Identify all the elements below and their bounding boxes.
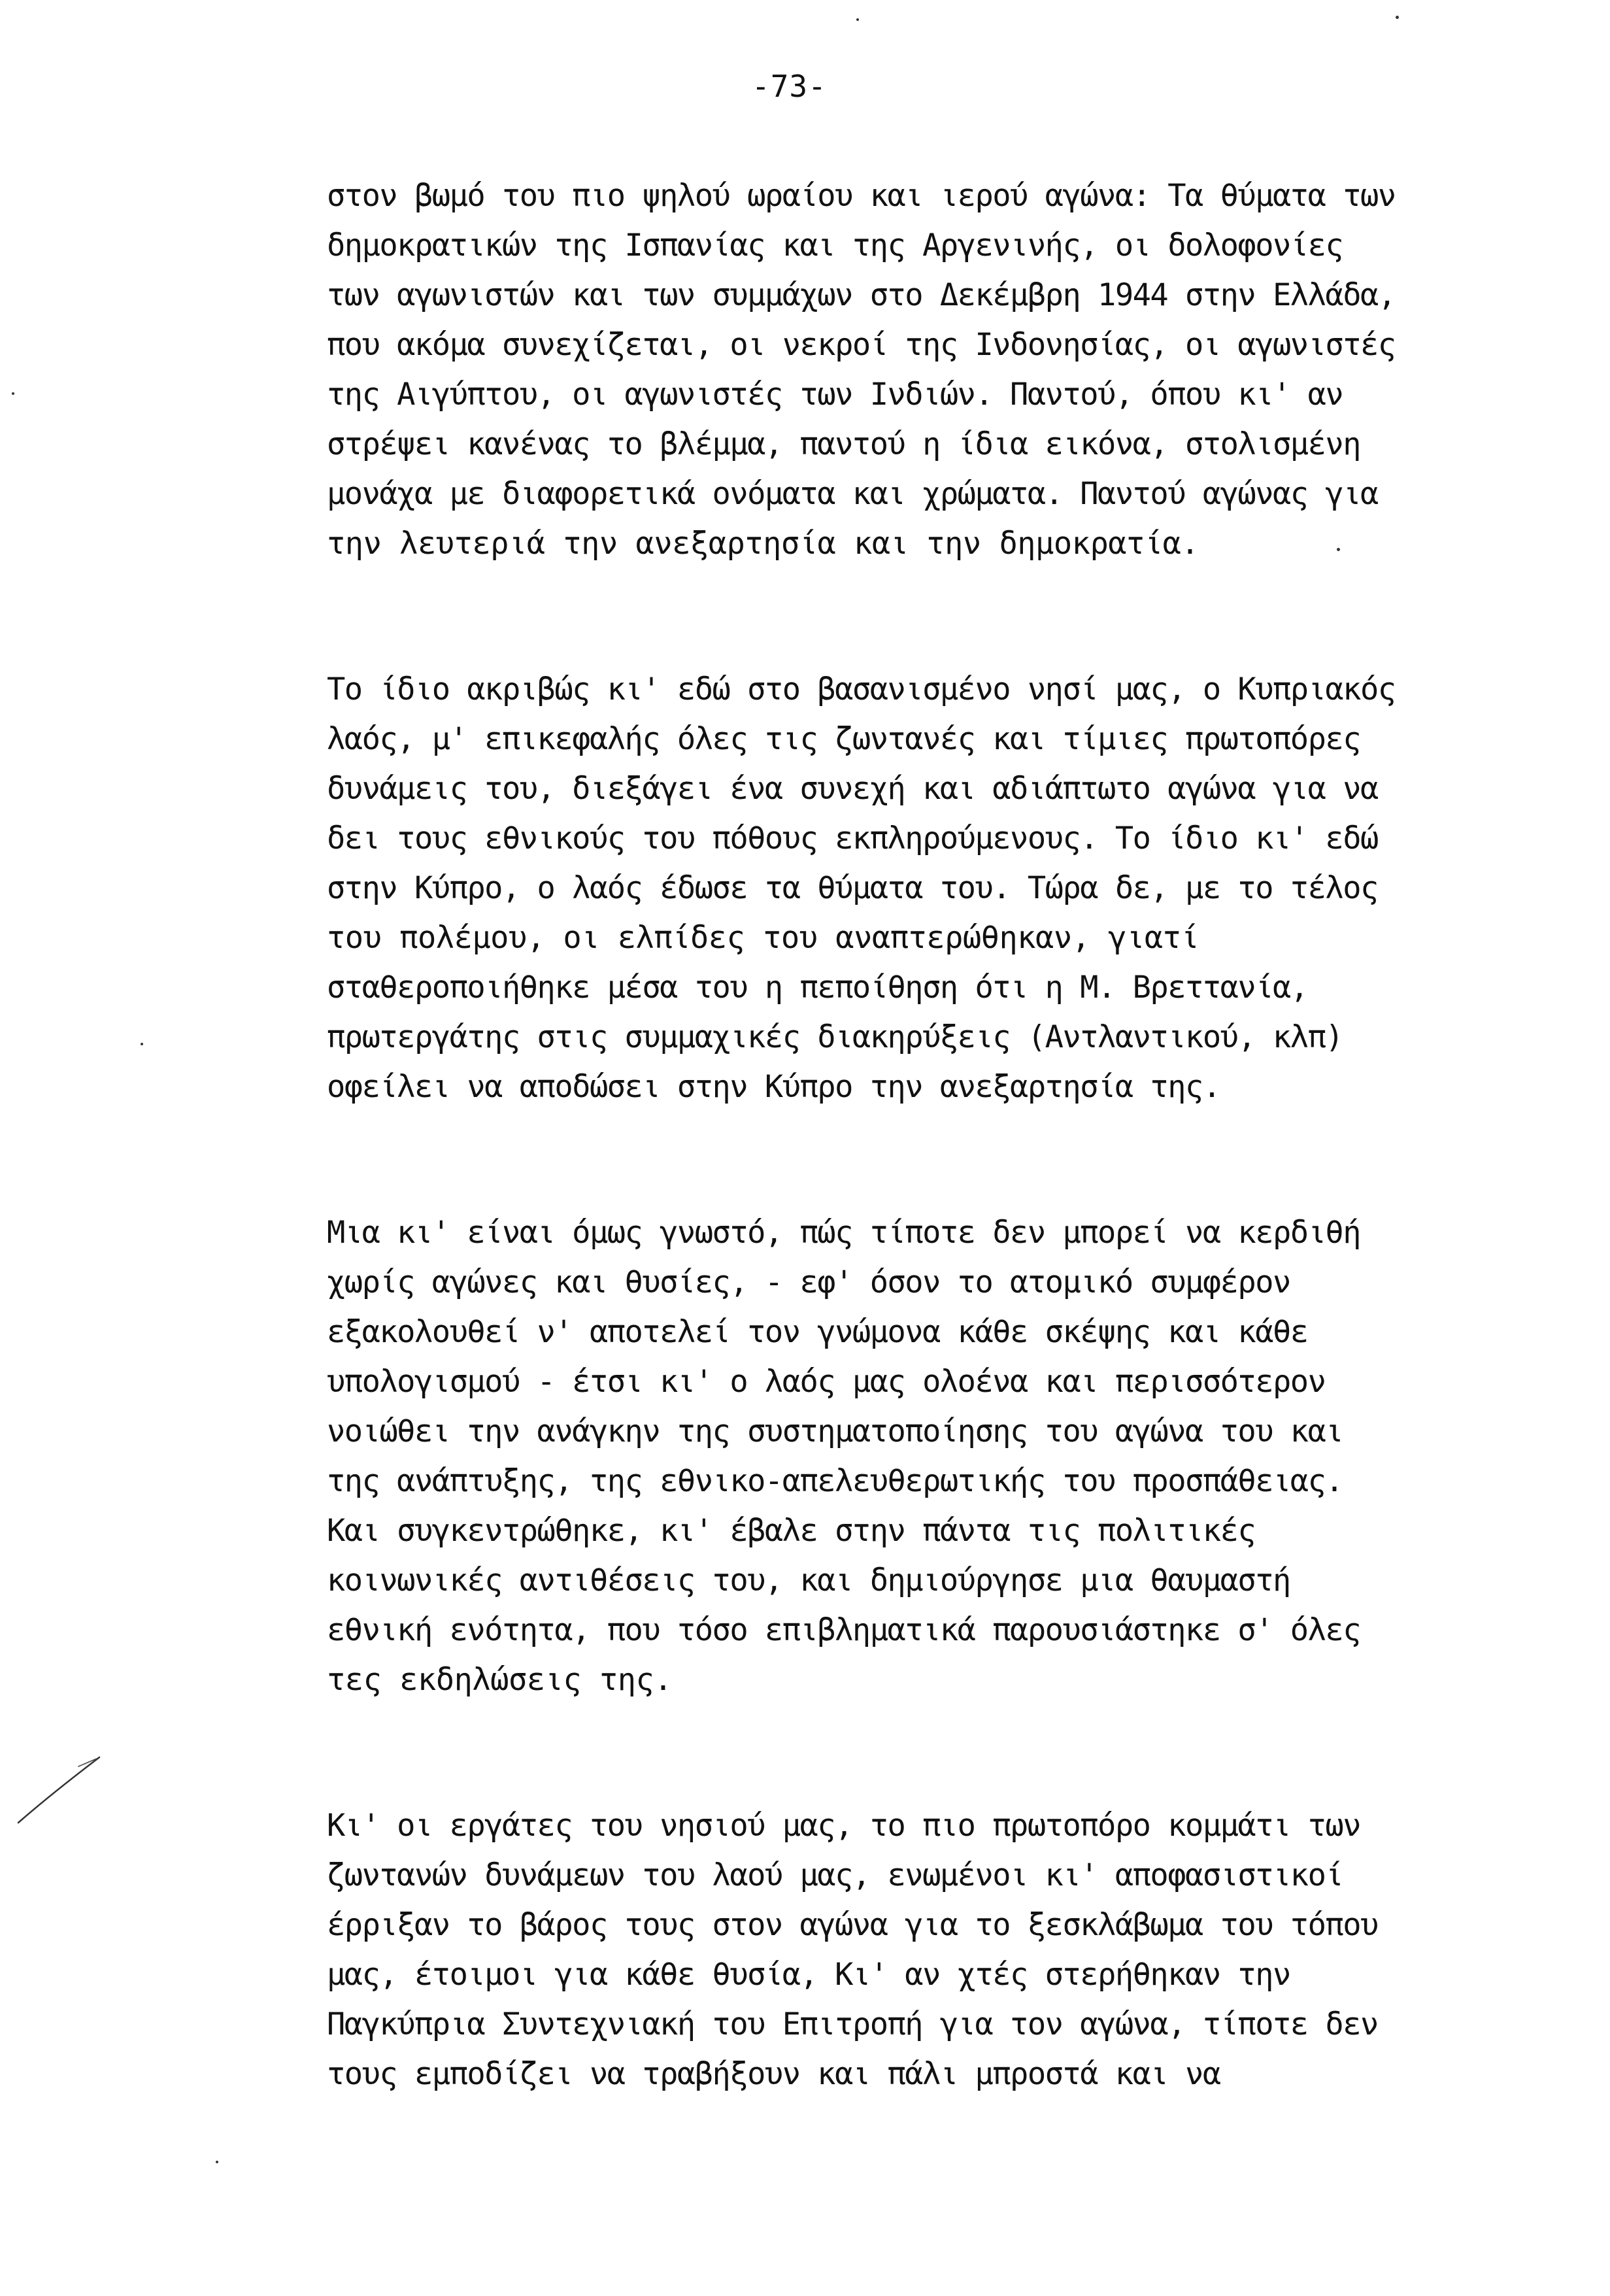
scan-speck xyxy=(1396,16,1399,19)
text-line: Κι' οι εργάτες του νησιού μας, το πιο πρωτοπόρο κομμάτι των xyxy=(327,1808,1360,1844)
pen-stroke-icon xyxy=(13,1732,105,1831)
text-line: έρριξαν το βάρος τους στον αγώνα για το ξεσκλάβωμα του τόπου xyxy=(327,1907,1378,1943)
text-line: σταθεροποιήθηκε μέσα του η πεποίθηση ότι η Μ. Βρεττανία, xyxy=(327,970,1308,1005)
text-line: των αγωνιστών και των συμμάχων στο Δεκέμβρη 1944 στην Ελλάδα, xyxy=(327,277,1396,313)
text-line: στρέψει κανένας το βλέμμα, παντού η ίδια εικόνα, στολισμένη xyxy=(327,426,1360,462)
text-line: τες εκδηλώσεις της. xyxy=(327,1662,673,1698)
scan-speck xyxy=(1337,548,1340,551)
text-line: που ακόμα συνεχίζεται, οι νεκροί της Ινδονησίας, οι αγωνιστές xyxy=(327,327,1396,363)
text-line: ζωντανών δυνάμεων του λαού μας, ενωμένοι κι' αποφασιστικοί xyxy=(327,1857,1343,1893)
text-line: εξακολουθεί ν' αποτελεί τον γνώμονα κάθε σκέψης και κάθε xyxy=(327,1314,1308,1350)
paragraph-1 xyxy=(327,171,1396,569)
text-line: δυνάμεις του, διεξάγει ένα συνεχή και αδιάπτωτο αγώνα για να xyxy=(327,771,1378,807)
text-line: κοινωνικές αντιθέσεις του, και δημιούργησε μια θαυμαστή xyxy=(327,1562,1290,1598)
text-line: λαός, μ' επικεφαλής όλες τις ζωντανές και τίμιες πρωτοπόρες xyxy=(327,721,1360,757)
text-line: δημοκρατικών της Ισπανίας και της Αργενινής, οι δολοφονίες xyxy=(327,228,1343,263)
page-number: -73- xyxy=(752,69,827,104)
text-line: δει τους εθνικούς του πόθους εκπληρούμενους. Το ίδιο κι' εδώ xyxy=(327,820,1378,856)
scan-speck xyxy=(856,18,859,21)
paragraph-2 xyxy=(327,665,1396,1112)
text-line: Μια κι' είναι όμως γνωστό, πώς τίποτε δεν μπορεί να κερδιθή xyxy=(327,1215,1360,1251)
text-line: εθνική ενότητα, που τόσο επιβληματικά παρουσιάστηκε σ' όλες xyxy=(327,1612,1360,1648)
text-line: του πολέμου, οι ελπίδες του αναπτερώθηκαν, γιατί xyxy=(327,920,1199,956)
text-line: μας, έτοιμοι για κάθε θυσία, Κι' αν χτές στερήθηκαν την xyxy=(327,1957,1290,1993)
text-line: στον βωμό του πιο ψηλού ωραίου και ιερού αγώνα: Τα θύματα των xyxy=(327,178,1396,214)
text-line: Το ίδιο ακριβώς κι' εδώ στο βασανισμένο νησί μας, ο Κυπριακός xyxy=(327,671,1396,707)
text-line: της ανάπτυξης, της εθνικο-απελευθερωτικής του προσπάθειας. xyxy=(327,1463,1343,1499)
text-line: οφείλει να αποδώσει στην Κύπρο την ανεξαρτησία της. xyxy=(327,1069,1220,1105)
scan-speck xyxy=(12,392,14,395)
text-line: πρωτεργάτης στις συμμαχικές διακηρύξεις (Αντλαντικού, κλπ) xyxy=(327,1019,1343,1055)
text-line: υπολογισμού - έτσι κι' ο λαός μας ολοένα και περισσότερον xyxy=(327,1364,1326,1400)
text-line: χωρίς αγώνες και θυσίες, - εφ' όσον το ατομικό συμφέρον xyxy=(327,1264,1290,1300)
document-body xyxy=(327,171,1396,2195)
scan-speck xyxy=(141,1043,143,1045)
paragraph-4 xyxy=(327,1801,1378,2099)
text-line: την λευτεριά την ανεξαρτησία και την δημοκρατία. xyxy=(327,526,1199,562)
text-line: μονάχα με διαφορετικά ονόματα και χρώματα. Παντού αγώνας για xyxy=(327,476,1378,512)
text-line: Παγκύπρια Συντεχνιακή του Επιτροπή για τον αγώνα, τίποτε δεν xyxy=(327,2006,1378,2042)
text-line: νοιώθει την ανάγκην της συστηματοποίησης του αγώνα του και xyxy=(327,1413,1343,1449)
paragraph-3 xyxy=(327,1208,1360,1705)
scan-speck xyxy=(216,2161,218,2163)
text-line: στην Κύπρο, ο λαός έδωσε τα θύματα του. Τώρα δε, με το τέλος xyxy=(327,870,1378,906)
text-line: τους εμποδίζει να τραβήξουν και πάλι μπροστά και να xyxy=(327,2056,1220,2092)
text-line: της Αιγύπτου, οι αγωνιστές των Ινδιών. Παντού, όπου κι' αν xyxy=(327,377,1343,413)
text-line: Και συγκεντρώθηκε, κι' έβαλε στην πάντα τις πολιτικές xyxy=(327,1513,1256,1549)
